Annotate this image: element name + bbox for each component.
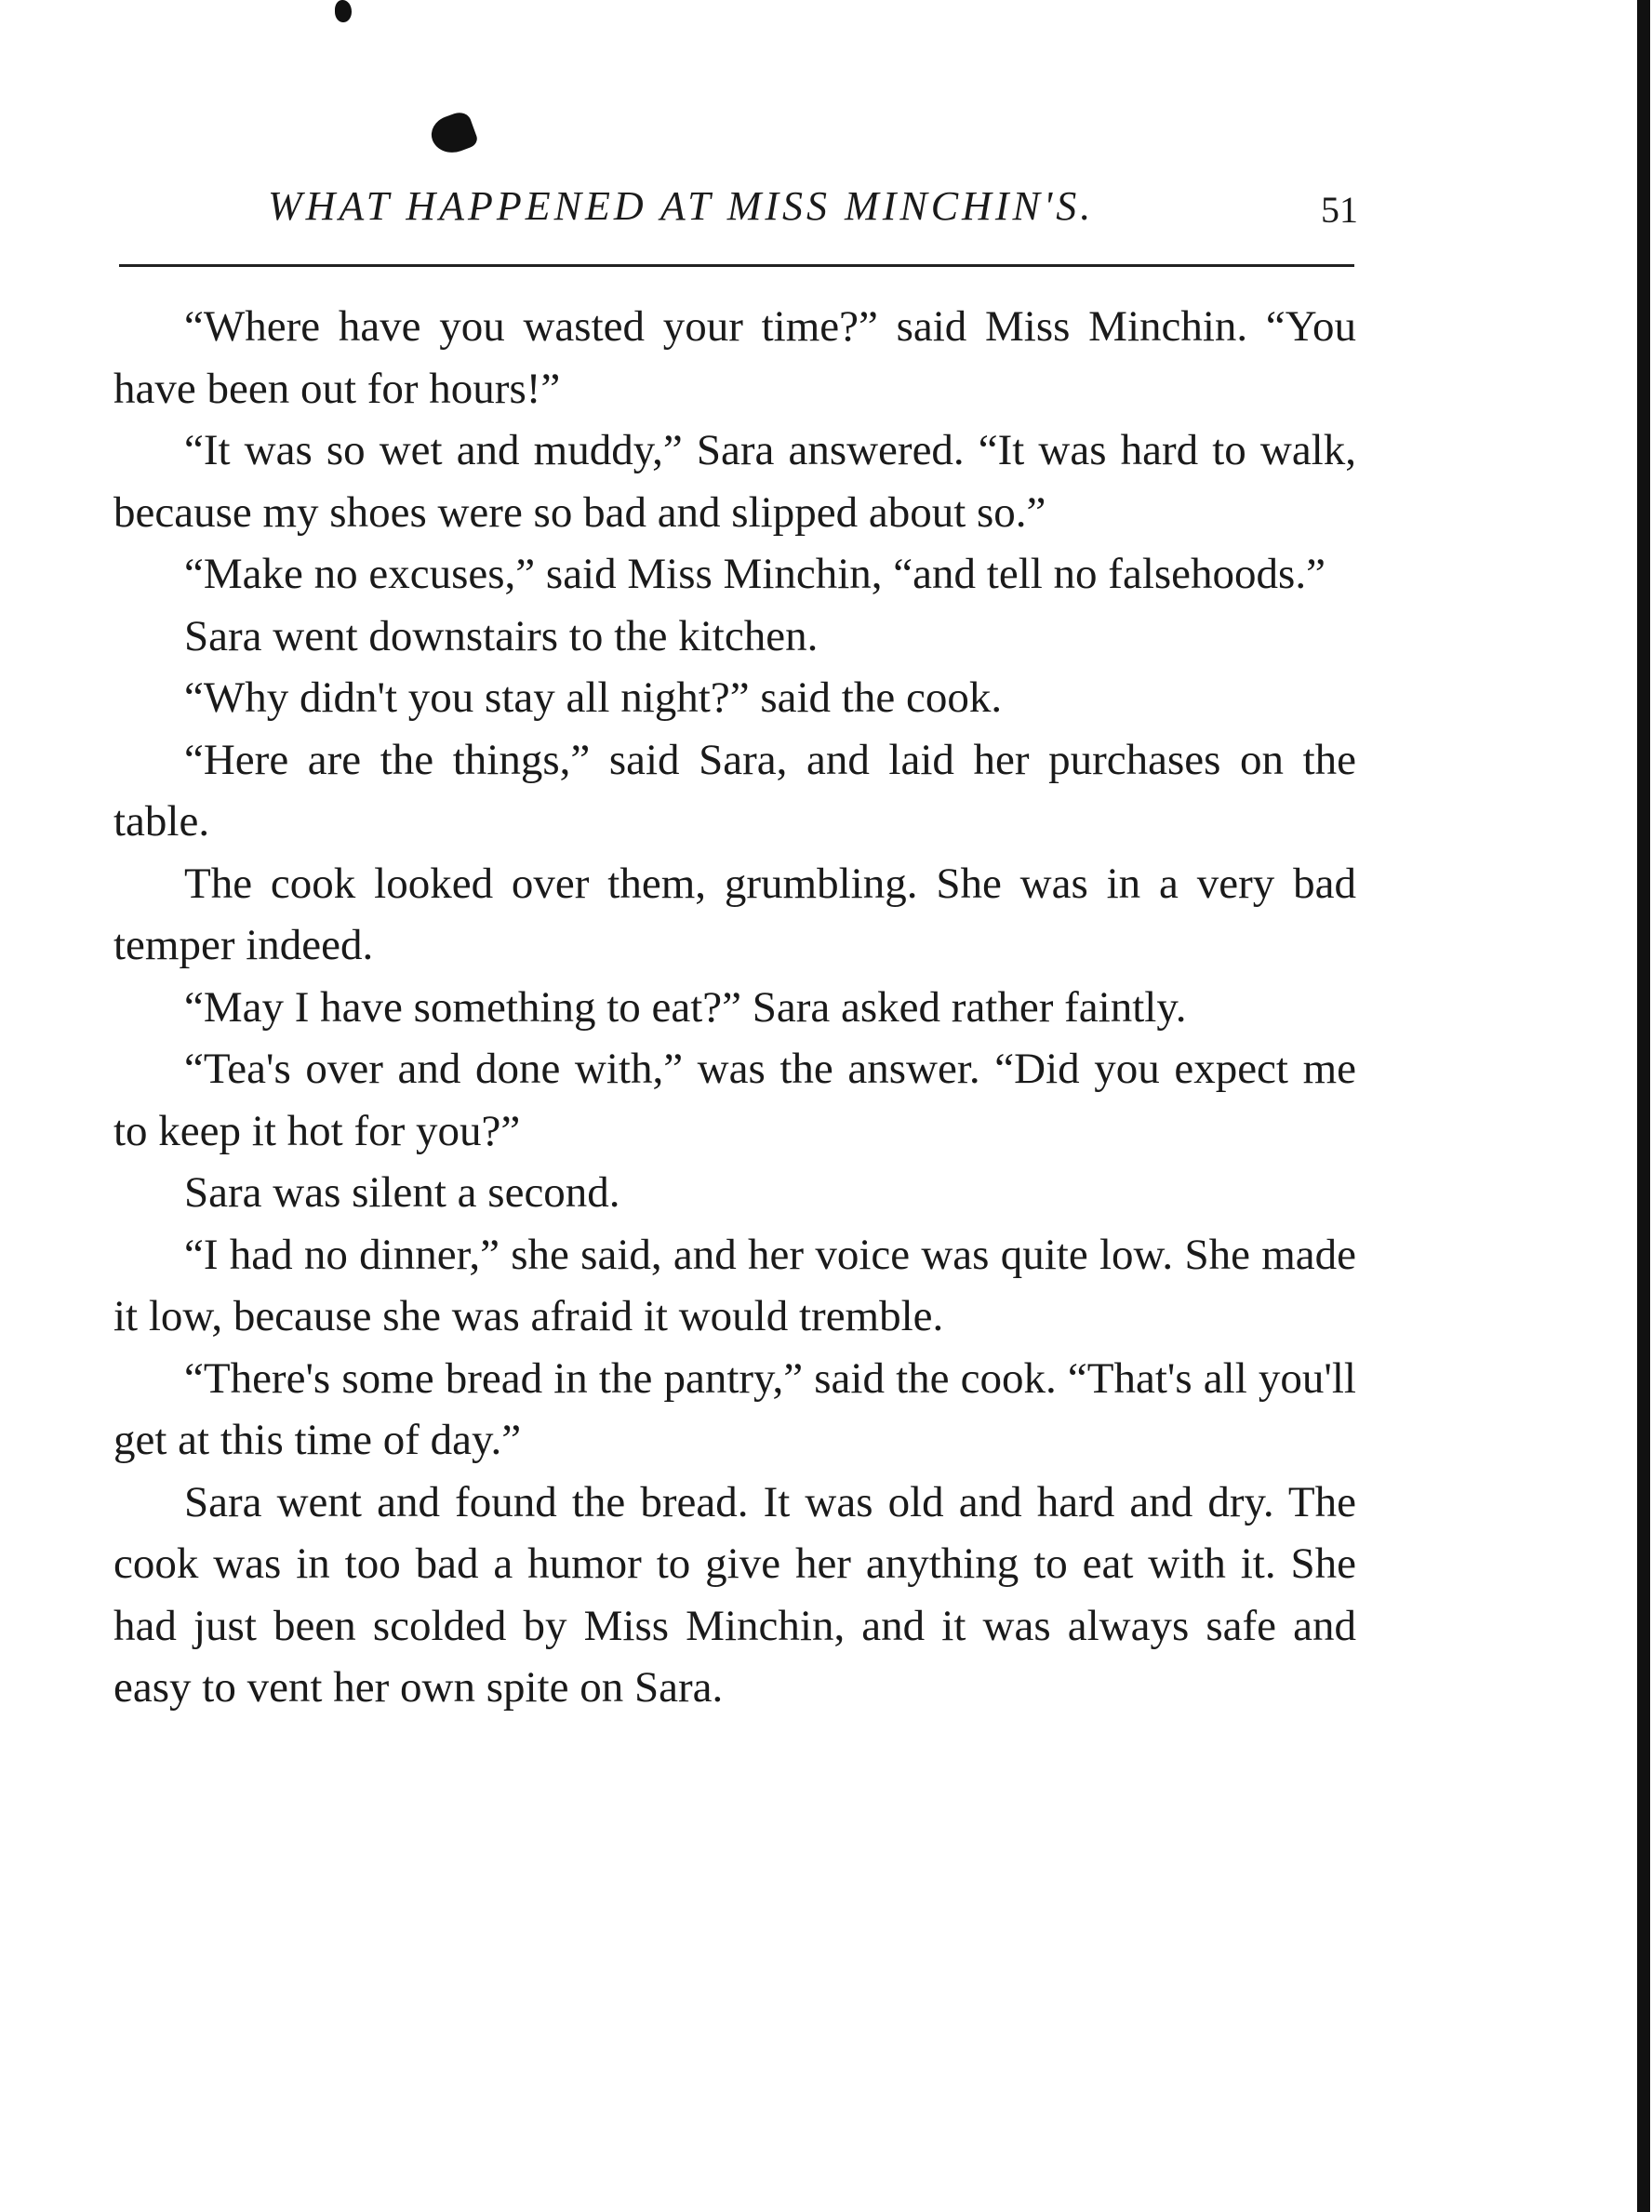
ink-blot-mark bbox=[335, 0, 352, 22]
page-number: 51 bbox=[1321, 189, 1358, 231]
paragraph: “Make no excuses,” said Miss Minchin, “and tell no falsehoods.” bbox=[184, 550, 1326, 598]
page-header bbox=[121, 182, 1358, 242]
body-text bbox=[113, 296, 1356, 1719]
header-rule bbox=[119, 264, 1354, 267]
paragraph: “I had no dinner,” she said, and her voice was quite low. She made it low, because she was afraid it would tremble. bbox=[113, 1230, 1356, 1340]
ink-blot-mark bbox=[427, 109, 480, 158]
paragraph: The cook looked over them, grumbling. She was in a very bad temper indeed. bbox=[113, 859, 1356, 969]
page-edge-shadow bbox=[1637, 0, 1650, 2212]
paragraph: “It was so wet and muddy,” Sara answered. “It was hard to walk, because my shoes were so bad and slipped about so.” bbox=[113, 426, 1356, 537]
paragraph: “Tea's over and done with,” was the answer. “Did you expect me to keep it hot for you?” bbox=[113, 1045, 1356, 1155]
paragraph: “Here are the things,” said Sara, and laid her purchases on the table. bbox=[113, 735, 1356, 846]
paragraph: “Why didn't you stay all night?” said the cook. bbox=[184, 673, 1003, 722]
paragraph: Sara went downstairs to the kitchen. bbox=[184, 611, 819, 660]
paragraph: Sara was silent a second. bbox=[184, 1168, 620, 1217]
paragraph: “May I have something to eat?” Sara asked rather faintly. bbox=[184, 982, 1187, 1032]
paragraph: Sara went and found the bread. It was old and hard and dry. The cook was in too bad a humor to give her anything to eat with it. She had just been scolded by Miss Minchin, and it was always safe and easy to vent her own spite on Sara. bbox=[113, 1477, 1356, 1712]
running-title: WHAT HAPPENED AT MISS MINCHIN'S. bbox=[268, 183, 1095, 229]
paragraph: “There's some bread in the pantry,” said the cook. “That's all you'll get at this time of day.” bbox=[113, 1353, 1356, 1464]
paragraph: “Where have you wasted your time?” said Miss Minchin. “You have been out for hours!” bbox=[113, 302, 1356, 413]
